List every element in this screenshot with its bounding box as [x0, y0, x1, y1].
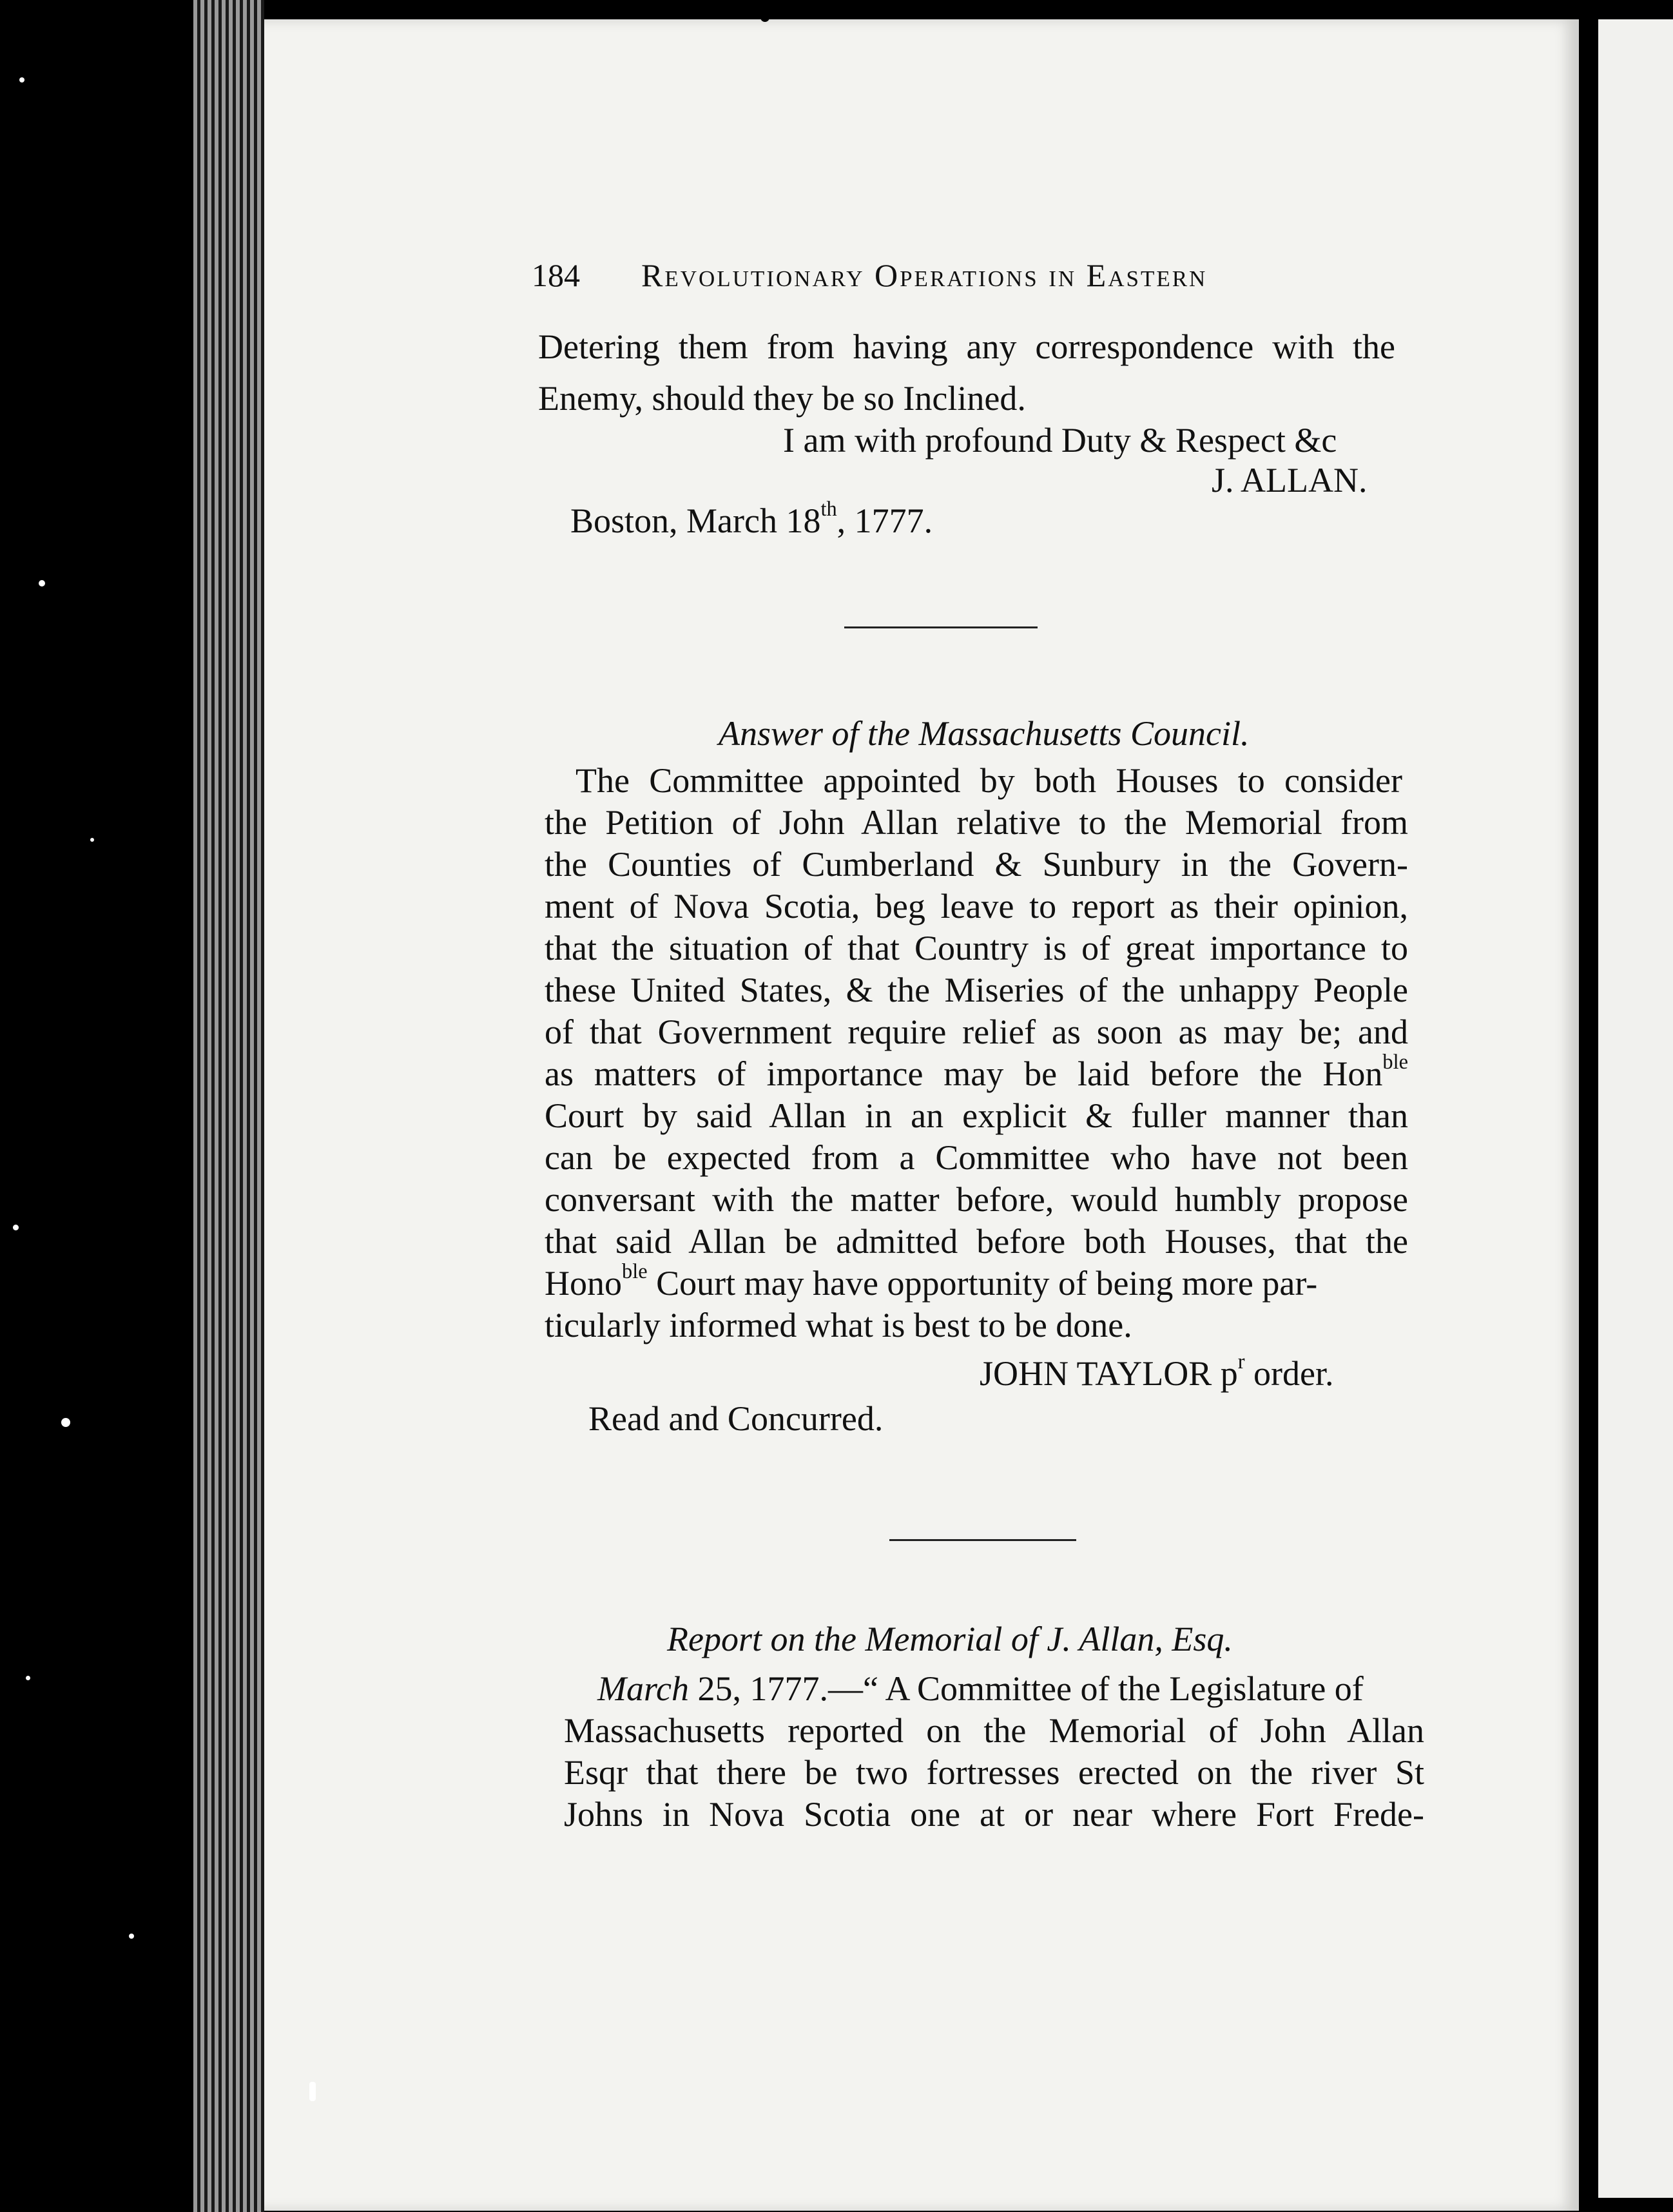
- section-divider: [889, 1539, 1076, 1541]
- running-header: [532, 257, 1207, 294]
- body-line: Massachusetts reported on the Memorial of John Allan: [564, 1711, 1424, 1750]
- signer-name: JOHN TAYLOR p: [980, 1354, 1238, 1393]
- body-line: [597, 1667, 1424, 1710]
- read-concurred: Read and Concurred.: [588, 1399, 884, 1438]
- ink-spot: [760, 13, 769, 22]
- date-lead: March: [597, 1669, 689, 1708]
- letter-signature: J. ALLAN.: [1212, 461, 1368, 500]
- body-line: these United States, & the Miseries of the unhappy People: [545, 971, 1408, 1009]
- dust-speck: [129, 1934, 134, 1939]
- body-line: the Counties of Cumberland & Sunbury in the Govern-: [545, 845, 1408, 884]
- dust-speck: [39, 580, 45, 587]
- body-line: Court by said Allan in an explicit & fuller manner than: [545, 1096, 1408, 1135]
- facing-page-edge: [1598, 19, 1673, 2198]
- section-heading: Report on the Memorial of J. Allan, Esq.: [667, 1620, 1233, 1658]
- dust-speck: [13, 1225, 19, 1230]
- body-line: Johns in Nova Scotia one at or near where Fort Frede-: [564, 1795, 1424, 1834]
- signer-post: order.: [1244, 1354, 1334, 1393]
- superscript: ble: [622, 1260, 648, 1284]
- running-title: Revolutionary Operations in Eastern: [641, 257, 1208, 293]
- dust-speck: [26, 1676, 30, 1680]
- body-line: conversant with the matter before, would humbly propose: [545, 1180, 1408, 1219]
- book-gutter: [1579, 0, 1598, 2212]
- dust-speck: [90, 838, 94, 842]
- place-date-text: Boston, March 18: [570, 501, 821, 540]
- body-line-text: Hono: [545, 1264, 622, 1303]
- letter-line: Enemy, should they be so Inclined.: [538, 379, 1026, 418]
- body-line: The Committee appointed by both Houses to consider: [575, 761, 1402, 800]
- body-line: that said Allan be admitted before both Houses, that the: [545, 1222, 1408, 1261]
- body-line: can be expected from a Committee who have not been: [545, 1138, 1408, 1177]
- body-line: of that Government require relief as soon as may be; and: [545, 1013, 1408, 1051]
- signer: [980, 1352, 1333, 1395]
- book-page-edges: [193, 0, 264, 2212]
- letter-closing: I am with profound Duty & Respect &c: [783, 421, 1337, 460]
- body-line-text: 25, 1777.—“ A Committee of the Legislature of: [688, 1669, 1364, 1708]
- place-date-year: , 1777.: [836, 501, 933, 540]
- body-line: the Petition of John Allan relative to the Memorial from: [545, 803, 1408, 842]
- body-line-text: as matters of importance may be laid before the Hon: [545, 1054, 1383, 1093]
- superscript: r: [1237, 1350, 1245, 1374]
- place-date-sup: th: [820, 498, 837, 521]
- body-line: Esqr that there be two fortresses erected on the river St: [564, 1753, 1424, 1792]
- dust-speck: [61, 1418, 70, 1427]
- body-line: ment of Nova Scotia, beg leave to report as their opinion,: [545, 887, 1408, 926]
- body-line: [545, 1262, 1408, 1305]
- dust-speck: [309, 2082, 316, 2101]
- body-line-text: Court may have opportunity of being more par-: [647, 1264, 1318, 1303]
- dust-speck: [19, 77, 24, 82]
- section-divider: [844, 626, 1038, 628]
- body-line: that the situation of that Country is of great importance to: [545, 929, 1408, 967]
- letter-place-date: [570, 500, 933, 542]
- superscript: ble: [1382, 1051, 1408, 1074]
- body-line: [545, 1053, 1408, 1095]
- letter-line: Detering them from having any correspondence with the: [538, 327, 1395, 366]
- page-number: 184: [532, 257, 580, 293]
- section-heading: Answer of the Massachusetts Council.: [719, 714, 1250, 753]
- body-line: ticularly informed what is best to be done.: [545, 1306, 1132, 1344]
